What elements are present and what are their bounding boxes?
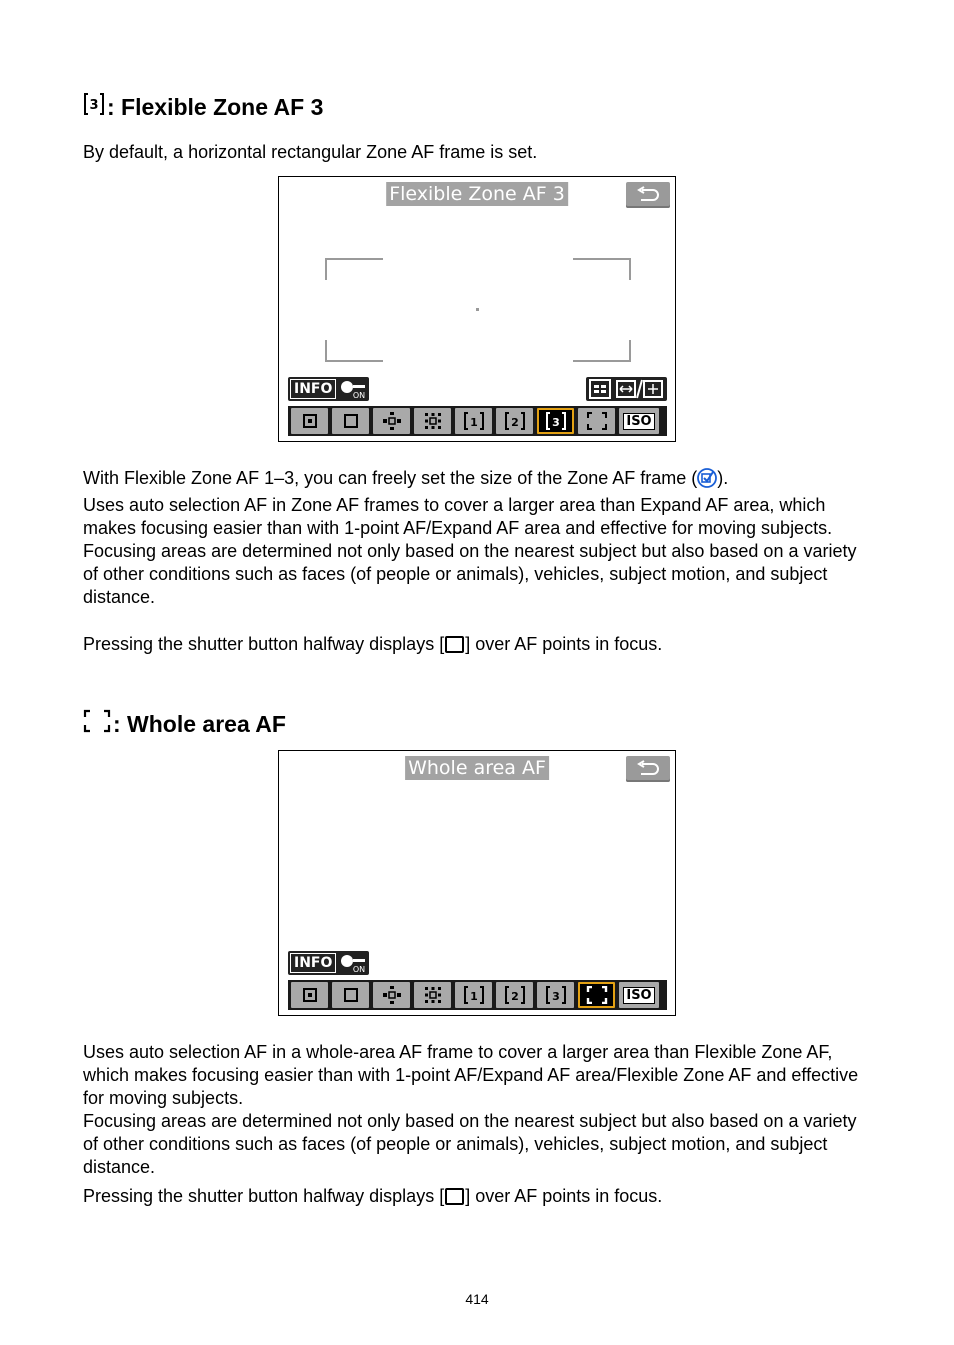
back-button[interactable]	[626, 756, 670, 782]
af-on-icon	[340, 953, 366, 973]
one-point-af-icon	[344, 988, 358, 1002]
iso-label: ISO	[623, 413, 654, 430]
zone-frame-corner-tr	[573, 258, 631, 280]
screen-title: Whole area AF	[405, 756, 549, 780]
camera-screen-whole-area	[278, 750, 676, 1016]
section-heading-whole-area-af	[83, 709, 286, 739]
flexible-zone-2-icon	[504, 412, 526, 430]
mode-flexible-zone-2[interactable]	[496, 408, 533, 434]
shutter-halfway-note	[83, 633, 873, 656]
spot-af-icon	[303, 414, 317, 428]
mode-flexible-zone-1[interactable]	[455, 408, 492, 434]
mode-iso[interactable]	[619, 408, 659, 434]
mode-whole-area-af[interactable]	[578, 408, 615, 434]
whole-area-description	[83, 1041, 873, 1179]
info-button[interactable]	[288, 377, 369, 401]
af-mode-bar	[288, 406, 667, 436]
af-point-square-icon	[445, 636, 464, 653]
svg-text:3: 3	[89, 98, 99, 113]
expand-af-icon	[381, 412, 403, 430]
frame-resize-icon	[586, 377, 667, 401]
af-frame-size-controls[interactable]	[586, 377, 667, 401]
mode-expand-af[interactable]	[373, 408, 410, 434]
whole-area-af-icon	[586, 412, 608, 430]
svg-text:1: 1	[469, 990, 478, 1003]
iso-label: ISO	[623, 987, 654, 1004]
screen-title: Flexible Zone AF 3	[386, 182, 568, 206]
reference-link-icon[interactable]	[697, 468, 717, 494]
af-point-square-icon	[445, 1188, 464, 1205]
expand-surround-af-icon	[423, 986, 443, 1004]
mode-iso[interactable]	[619, 982, 659, 1008]
flexible-zone-3-icon	[83, 92, 105, 122]
expand-af-icon	[381, 986, 403, 1004]
camera-screen-flexible-zone	[278, 176, 676, 442]
para-focusing-areas: Focusing areas are determined not only based on the nearest subject but also based on a variety of other conditions such as faces (of people or animals), vehicles, subject motion, and subject distance.	[83, 1111, 857, 1177]
return-icon	[636, 760, 660, 778]
af-on-icon	[340, 379, 366, 399]
section-title: : Flexible Zone AF 3	[107, 94, 324, 120]
mode-flexible-zone-3[interactable]	[537, 982, 574, 1008]
svg-text:3: 3	[551, 416, 560, 429]
flexible-zone-2-icon	[504, 986, 526, 1004]
note-text-a: Pressing the shutter button halfway displays [	[83, 634, 445, 654]
return-icon	[636, 186, 660, 204]
mode-1-point-af[interactable]	[332, 408, 369, 434]
note-text-a: Pressing the shutter button halfway displays [	[83, 1186, 445, 1206]
intro-text: By default, a horizontal rectangular Zone AF frame is set.	[83, 142, 538, 162]
zone-frame-corner-bl	[325, 340, 383, 362]
info-label: INFO	[290, 953, 336, 973]
para-auto-selection: Uses auto selection AF in a whole-area AF frame to cover a larger area than Flexible Zone AF, which makes focusing easier than with 1-point AF/Expand AF area/Flexible Zone AF and effective for moving subjects.	[83, 1042, 859, 1108]
para-auto-selection: Uses auto selection AF in Zone AF frames to cover a larger area than Expand AF area, which makes focusing easier than with 1-point AF/Expand AF area and effective for moving subjects.	[83, 495, 833, 538]
svg-text:2: 2	[510, 416, 519, 429]
info-button[interactable]	[288, 951, 369, 975]
flexible-zone-3-icon	[545, 986, 567, 1004]
mode-expand-af[interactable]	[373, 982, 410, 1008]
para-focusing-areas: Focusing areas are determined not only based on the nearest subject but also based on a variety of other conditions such as faces (of people or animals), vehicles, subject motion, and subject distance.	[83, 541, 857, 607]
whole-area-af-icon	[83, 709, 111, 739]
mode-whole-area-af[interactable]	[578, 982, 615, 1008]
one-point-af-icon	[344, 414, 358, 428]
info-label: INFO	[290, 379, 336, 399]
page-number: 414	[465, 1291, 489, 1307]
section-title: : Whole area AF	[113, 711, 286, 737]
spot-af-icon	[303, 988, 317, 1002]
flexible-zone-1-icon	[463, 986, 485, 1004]
mode-expand-surround-af[interactable]	[414, 982, 451, 1008]
mode-spot-af[interactable]	[291, 982, 328, 1008]
note-text-b: ] over AF points in focus.	[465, 1186, 663, 1206]
flexible-zone-1-icon	[463, 412, 485, 430]
flexible-zone-description	[83, 467, 873, 609]
mode-spot-af[interactable]	[291, 408, 328, 434]
whole-area-af-icon	[586, 986, 608, 1004]
shutter-halfway-note	[83, 1185, 873, 1208]
zone-frame-corner-br	[573, 340, 631, 362]
mode-expand-surround-af[interactable]	[414, 408, 451, 434]
mode-flexible-zone-2[interactable]	[496, 982, 533, 1008]
center-dot	[476, 308, 479, 311]
svg-text:1: 1	[469, 416, 478, 429]
mode-flexible-zone-3[interactable]	[537, 408, 574, 434]
svg-text:ON: ON	[352, 965, 366, 973]
zone-frame-corner-tl	[325, 258, 383, 280]
flexible-zone-3-icon	[545, 412, 567, 430]
back-button[interactable]	[626, 182, 670, 208]
svg-text:ON: ON	[352, 391, 366, 399]
svg-text:3: 3	[551, 990, 560, 1003]
para-text-end: ).	[717, 468, 729, 488]
mode-flexible-zone-1[interactable]	[455, 982, 492, 1008]
note-text-b: ] over AF points in focus.	[465, 634, 663, 654]
para-text: With Flexible Zone AF 1–3, you can freely set the size of the Zone AF frame (	[83, 468, 698, 488]
mode-1-point-af[interactable]	[332, 982, 369, 1008]
expand-surround-af-icon	[423, 412, 443, 430]
section-heading-flexible-zone-af-3	[83, 92, 323, 122]
svg-text:2: 2	[510, 990, 519, 1003]
af-mode-bar	[288, 980, 667, 1010]
